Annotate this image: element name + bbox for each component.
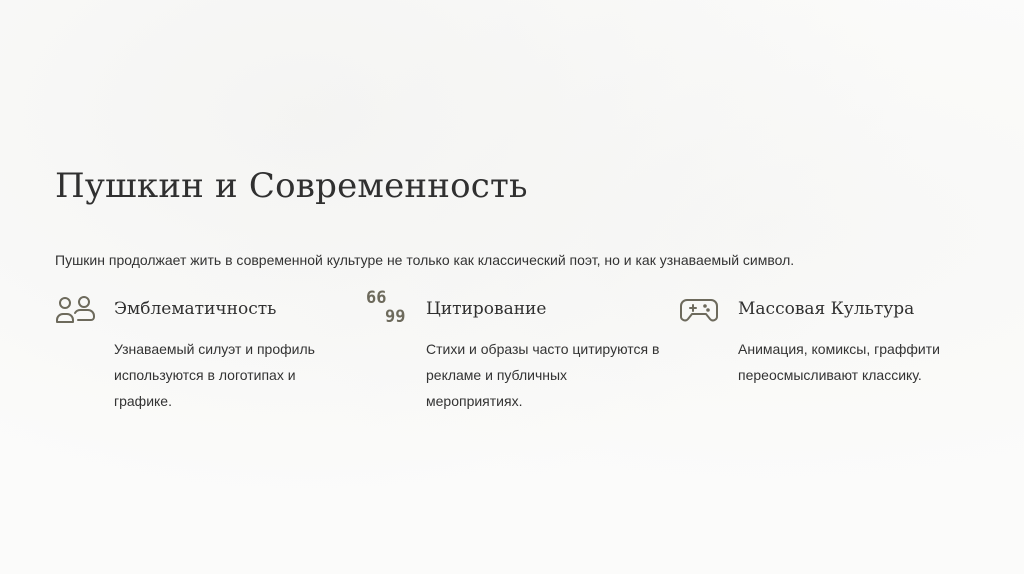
feature-heading: Цитирование: [426, 299, 547, 319]
gamepad-icon: [678, 292, 720, 328]
feature-text: Анимация, комиксы, граффити переосмысливают классику.: [738, 341, 940, 383]
feature-text: Стихи и образы часто цитируются в рекламе и публичных мероприятиях.: [426, 341, 660, 409]
quote-icon: [366, 290, 408, 326]
feature-heading: Массовая Культура: [738, 299, 915, 319]
slide-subtitle: Пушкин продолжает жить в современной культуре не только как классический поэт, но и как узнаваемый символ.: [55, 252, 795, 268]
slide-title: Пушкин и Современность: [55, 166, 528, 206]
people-icon: [54, 292, 96, 328]
quote-close-glyph: 99: [385, 307, 406, 327]
feature-heading: Эмблематичность: [114, 299, 277, 319]
feature-text: Узнаваемый силуэт и профиль используются в логотипах и графике.: [114, 341, 315, 409]
quote-open-glyph: 66: [366, 288, 387, 308]
